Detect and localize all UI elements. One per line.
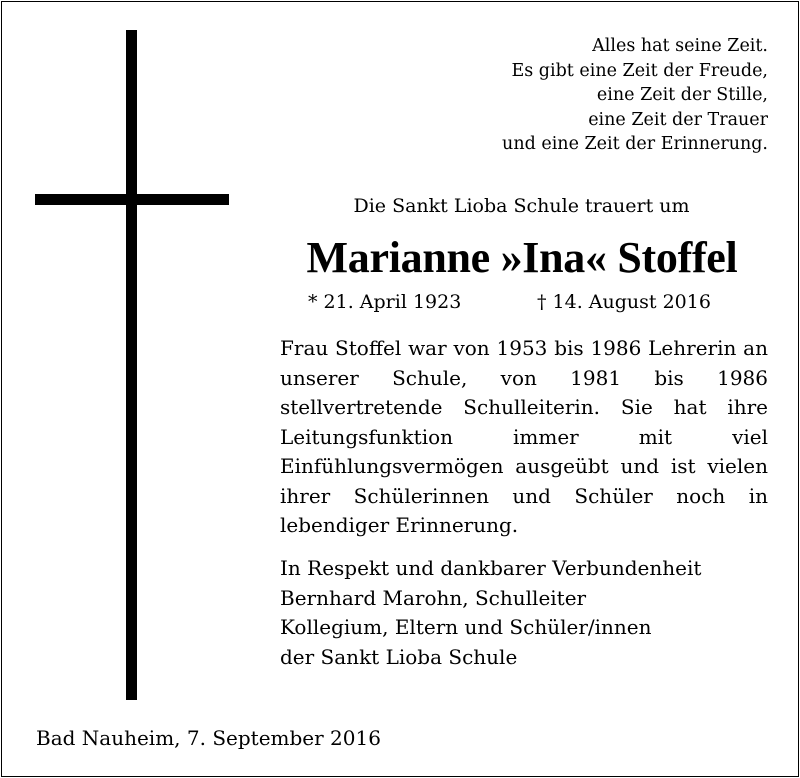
birth-date: * 21. April 1923 — [308, 291, 462, 313]
poem-line: Es gibt eine Zeit der Freude, — [511, 60, 768, 81]
poem-line: eine Zeit der Trauer — [588, 109, 768, 130]
cross-icon-vertical-bar — [126, 30, 137, 700]
poem-line: eine Zeit der Stille, — [596, 85, 768, 105]
place-date-footer: Bad Nauheim, 7. September 2016 — [36, 726, 381, 750]
cross-icon-horizontal-bar — [35, 194, 229, 205]
obituary-notice — [1, 1, 799, 777]
closing-line: In Respekt und dankbarer Verbundenheit — [280, 556, 702, 580]
poem-line: und eine Zeit der Erinnerung. — [502, 134, 768, 154]
deceased-name: Marianne »Ina« Stoffel — [306, 233, 738, 282]
poem-line: Alles hat seine Zeit. — [592, 36, 768, 56]
closing-line: der Sankt Lioba Schule — [280, 644, 518, 669]
closing-line: Kollegium, Eltern und Schüler/innen — [280, 615, 652, 639]
tribute-text: Frau Stoffel war von 1953 bis 1986 Lehrerin an unserer Schule, von 1981 bis 1986 stellvertretende Schulleiterin. Sie hat ihre Leitungsfunktion immer mit viel Einfühlungsvermögen ausgeübt und ist vielen ihrer Schülerinnen und Schüler noch in lebendiger Erinnerung. — [280, 336, 768, 537]
closing-line: Bernhard Marohn, Schulleiter — [280, 585, 587, 610]
intro-line: Die Sankt Lioba Schule trauert um — [353, 195, 690, 217]
poem — [502, 34, 768, 157]
death-date: † 14. August 2016 — [537, 291, 711, 313]
closing-block — [280, 554, 780, 672]
